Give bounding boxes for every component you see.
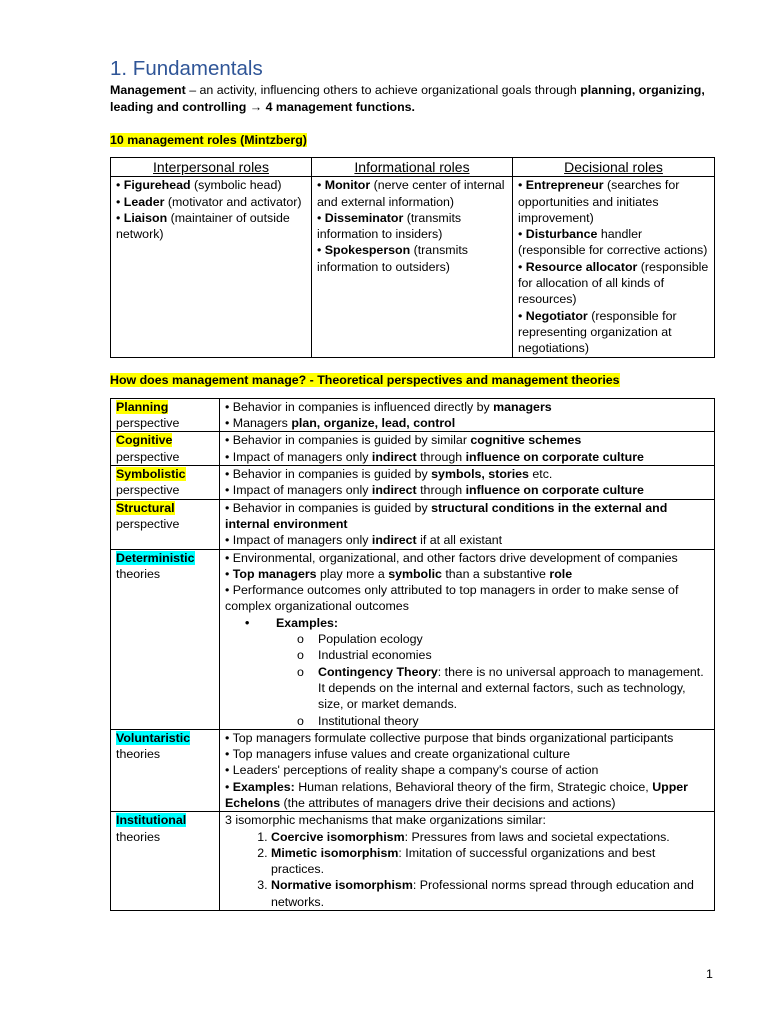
list-item: o Institutional theory [276,713,710,729]
table-row [111,729,715,811]
informational-roles-cell [312,177,513,357]
list-item: o Population ecology [276,631,710,647]
row-content-institutional: 3 isomorphic mechanisms that make organizations similar: 1. Coercive isomorphism: Pressures from laws and societal expectations. 2. Mimetic isomorphism: Imitation of successful organizations and best practices. 3. Normative isomorphism: Professional norms spread through education and networks. [220,812,715,911]
roles-section-title: 10 management roles (Mintzberg) [110,133,307,147]
intro-paragraph: Management – an activity, influencing others to achieve organizational goals through planning, organizing, leading and controlling → 4 management functions. [110,83,705,114]
document-page [110,56,714,911]
role-item: • Disseminator (transmits information to insiders) [317,210,462,242]
list-item: o Industrial economies [276,647,710,663]
row-content-cognitive: • Behavior in companies is guided by similar cognitive schemes • Impact of managers only indirect through influence on corporate culture [220,432,715,466]
list-item: o Contingency Theory: there is no universal approach to management. It depends on the internal and external factors, such as technology, size, or market demands. [276,664,710,713]
row-content-deterministic: • Environmental, organizational, and other factors drive development of companies • Top managers play more a symbolic than a substantive role • Performance outcomes only attributed to top managers in order to make sense of complex organizational outcomes • Examples: o Population ecology o Industrial economies o Contingency Theory: there is no universal approach to management. It depends on the internal and external factors, such as technology, size, or market demands. o Institutional theory [220,549,715,729]
table-row [111,466,715,500]
table-row [111,398,715,432]
page-number: 1 [706,967,713,981]
isomorphism-list [225,829,710,910]
role-item: • Resource allocator (responsible for allocation of all kinds of resources) [518,259,709,307]
row-content-symbolistic: • Behavior in companies is guided by symbols, stories etc. • Impact of managers only indirect through influence on corporate culture [220,466,715,500]
table-row [111,499,715,549]
row-label-institutional: Institutional theories [111,812,220,911]
row-content-planning: • Behavior in companies is influenced directly by managers • Managers plan, organize, lead, control [220,398,715,432]
row-label-symbolistic: Symbolistic perspective [111,466,220,500]
row-label-deterministic: Deterministic theories [111,549,220,729]
perspectives-table [110,398,715,911]
list-item: 3. Normative isomorphism: Professional norms spread through education and networks. [271,877,710,910]
header-informational-roles: Informational roles [312,158,513,177]
row-label-planning: Planning perspective [111,398,220,432]
row-label-structural: Structural perspective [111,499,220,549]
header-decisional-roles: Decisional roles [513,158,715,177]
table-row [111,549,715,729]
role-item: • Negotiator (responsible for representing organization at negotiations) [518,308,677,356]
role-item: • Monitor (nerve center of internal and external information) [317,178,505,209]
table-row [111,432,715,466]
role-item: • Entrepreneur (searches for opportunities and initiates improvement) [518,178,680,225]
row-content-structural: • Behavior in companies is guided by structural conditions in the external and internal environment • Impact of managers only indirect if at all existant [220,499,715,549]
examples-list: • Examples: o Population ecology o Industrial economies o Contingency Theory: there is no universal approach to management. It depends on the internal and external factors, such as technology, size, or market demands. o Institutional theory [225,615,710,729]
row-content-voluntaristic: • Top managers formulate collective purpose that binds organizational participants • Top managers infuse values and create organizational culture • Leaders' perceptions of reality shape a company's course of action • Examples: Human relations, Behavioral theory of the firm, Strategic choice, Upper Echelons (the attributes of managers drive their decisions and actions) [220,729,715,811]
role-item: • Spokesperson (transmits information to outsiders) [317,243,468,274]
role-item: • Figurehead (symbolic head) [116,178,282,193]
role-item: • Liaison (maintainer of outside network) [116,210,290,242]
management-roles-table [110,157,715,357]
interpersonal-roles-cell [111,177,312,357]
role-item: • Leader (motivator and activator) [116,194,302,209]
decisional-roles-cell [513,177,715,357]
table-row [111,812,715,911]
row-label-cognitive: Cognitive perspective [111,432,220,466]
role-item: • Disturbance handler (responsible for corrective actions) [518,227,708,258]
list-item: 1. Coercive isomorphism: Pressures from laws and societal expectations. [271,829,710,845]
list-item: 2. Mimetic isomorphism: Imitation of successful organizations and best practices. [271,845,710,878]
perspectives-section-title: How does management manage? - Theoretical perspectives and management theories [110,372,620,387]
page-title: 1. Fundamentals [110,57,263,80]
header-interpersonal-roles: Interpersonal roles [111,158,312,177]
row-label-voluntaristic: Voluntaristic theories [111,729,220,811]
